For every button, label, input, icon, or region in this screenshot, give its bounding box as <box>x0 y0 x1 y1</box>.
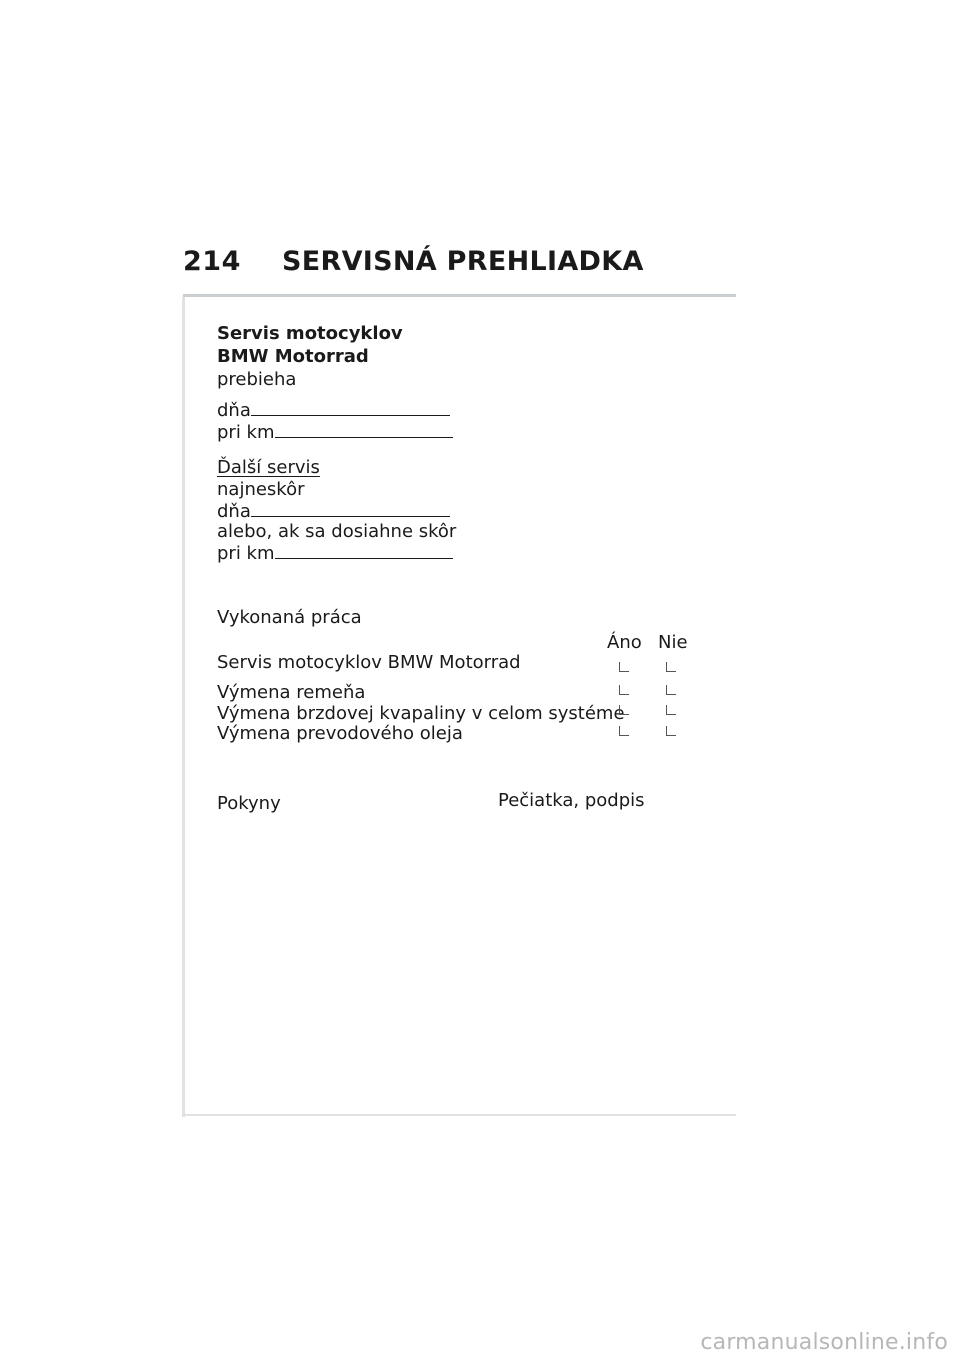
left-rule <box>182 297 185 1117</box>
stamp-signature-label: Pečiatka, podpis <box>498 790 645 811</box>
work-item-yes-checkbox[interactable] <box>619 726 629 736</box>
service-date-field[interactable] <box>251 399 450 416</box>
page-number: 214 <box>183 246 241 277</box>
service-km-field[interactable] <box>275 421 453 438</box>
page-title: SERVISNÁ PREHLIADKA <box>282 246 644 277</box>
service-date-row <box>217 399 450 422</box>
work-item-yes-checkbox[interactable] <box>619 685 629 695</box>
watermark: carmanualsonline.info <box>700 1330 948 1355</box>
work-item: Výmena remeňa <box>217 682 366 703</box>
service-heading-line1: Servis motocyklov <box>217 323 403 344</box>
work-item: Výmena prevodového oleja <box>217 723 463 744</box>
work-item-no-checkbox[interactable] <box>666 662 676 672</box>
work-item-no-checkbox[interactable] <box>666 705 676 715</box>
next-service-km-row <box>217 542 453 565</box>
next-service-date-row <box>217 500 450 523</box>
work-item-no-checkbox[interactable] <box>666 685 676 695</box>
next-service-heading: Ďalší servis <box>217 457 320 478</box>
service-km-label: pri km <box>217 422 275 443</box>
notes-label: Pokyny <box>217 793 281 814</box>
service-date-label: dňa <box>217 400 251 421</box>
yes-column-label: Áno <box>607 632 642 653</box>
work-item-no-checkbox[interactable] <box>666 726 676 736</box>
next-service-date-label: dňa <box>217 501 251 522</box>
work-item: Servis motocyklov BMW Motorrad <box>217 652 521 673</box>
bottom-rule <box>183 1114 736 1116</box>
service-status: prebieha <box>217 369 297 390</box>
service-heading-line2: BMW Motorrad <box>217 346 369 367</box>
service-km-row <box>217 421 453 444</box>
next-service-km-field[interactable] <box>275 542 453 559</box>
next-service-latest: najneskôr <box>217 479 305 500</box>
next-service-or-text: alebo, ak sa dosiahne skôr <box>217 521 457 542</box>
next-service-date-field[interactable] <box>251 500 450 517</box>
next-service-km-label: pri km <box>217 543 275 564</box>
work-item-yes-checkbox[interactable] <box>619 662 629 672</box>
header-rule <box>183 294 736 297</box>
no-column-label: Nie <box>658 632 688 653</box>
work-heading: Vykonaná práca <box>217 607 362 628</box>
work-item-yes-checkbox[interactable] <box>619 705 629 715</box>
work-item: Výmena brzdovej kvapaliny v celom systéme <box>217 703 625 724</box>
